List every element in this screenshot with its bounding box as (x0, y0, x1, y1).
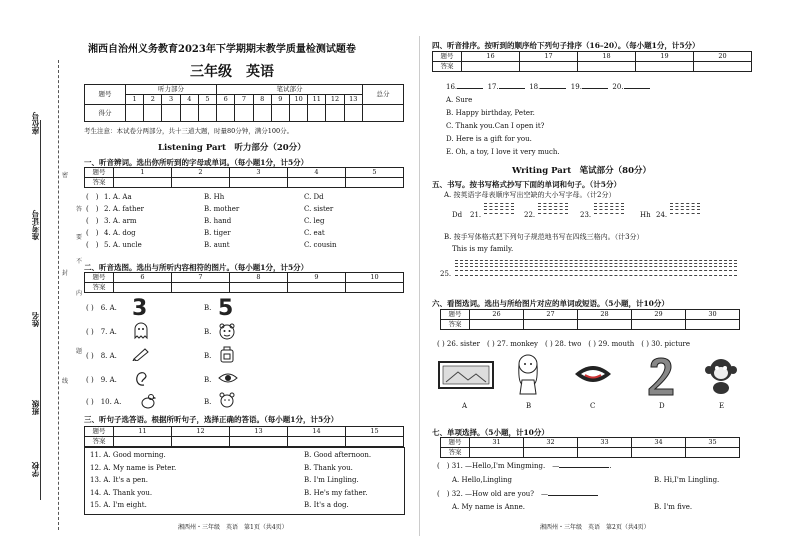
four-lines-23 (594, 203, 624, 216)
score-col: 10 (289, 95, 307, 105)
seal-char: 不 (76, 258, 83, 265)
section-7-title: 七、单项选择。（5小题，计10分） (432, 428, 549, 437)
answer-cell[interactable] (230, 178, 288, 188)
option-a: 12. A. My name is Peter. (90, 463, 177, 472)
score-cell[interactable] (126, 105, 144, 122)
answer-cell[interactable] (578, 62, 636, 72)
answer-table-num: 35 (686, 438, 740, 448)
answer-table-num: 6 (114, 273, 172, 283)
section-2-answer-table (84, 272, 404, 293)
answer-table-head: 题号 (433, 52, 462, 62)
picture-frame-image (438, 360, 494, 390)
answer-table-head: 答案 (85, 178, 114, 188)
answer-table-num: 7 (172, 273, 230, 283)
seal-line (58, 60, 59, 530)
q6-label: ( ) 6. A. (86, 304, 117, 312)
answer-table-num: 4 (288, 168, 346, 178)
answer-paren[interactable]: ( ) (86, 193, 99, 201)
answer-cell[interactable] (346, 283, 404, 293)
writing-header: 笔试部分 (217, 85, 363, 95)
section-5b-instruction: B. 按手写体格式把下列句子规范地书写在四线三格内。（计3分） (444, 233, 644, 241)
section-5a-instruction: A. 按英语字母表顺序写出空缺的大小写字母。（计2分） (444, 191, 616, 199)
score-col: 7 (235, 95, 253, 105)
answer-table-num: 14 (288, 427, 346, 437)
score-cell[interactable] (162, 105, 180, 122)
section-2-title: 二、听音选图。选出与所听内容相符的图片。（每小题1分，计5分） (84, 263, 309, 272)
answer-table-head: 答案 (441, 320, 470, 330)
q25-label: 25. (440, 270, 452, 278)
footer-right: 湘西州・三年级 英语 第2页（共4页） (540, 524, 650, 531)
seat-number-label: 座位号 (31, 112, 40, 135)
option-a: 1. A. Aa (104, 193, 132, 201)
answer-cell[interactable] (114, 283, 172, 293)
monkey-image (704, 354, 738, 394)
pic-label-c: C (590, 402, 596, 410)
score-col: 1 (126, 95, 144, 105)
score-cell[interactable] (289, 105, 307, 122)
answer-table-num: 18 (578, 52, 636, 62)
option-b: B. Hh (204, 193, 225, 201)
score-col: 6 (217, 95, 235, 105)
hen-image (140, 393, 156, 409)
seal-char: 题 (76, 348, 83, 355)
answer-table-num: 1 (114, 168, 172, 178)
score-col: 9 (271, 95, 289, 105)
ear-image (134, 369, 148, 387)
answer-table-num: 27 (524, 310, 578, 320)
option-a: 14. A. Thank you. (90, 488, 153, 497)
answer-cell[interactable] (632, 448, 686, 458)
q32-stem: ( ) 32. —How old are you? — (437, 490, 598, 499)
option-a: 3. A. arm (104, 217, 137, 225)
ghost-image (132, 322, 150, 340)
answer-cell[interactable] (470, 320, 524, 330)
sentence-option: D. Here is a gift for you. (446, 135, 532, 143)
listening-part-title: Listening Part 听力部分（20分） (158, 143, 306, 153)
score-col: 5 (198, 95, 216, 105)
option-b: B. He's my father. (304, 488, 368, 497)
pic-label-a: A (462, 402, 468, 410)
score-col: 11 (308, 95, 326, 105)
q31-option-a: A. Hello,Lingling (452, 476, 513, 484)
answer-table-head: 答案 (441, 448, 470, 458)
score-cell[interactable] (326, 105, 344, 122)
answer-table-num: 10 (346, 273, 404, 283)
q9-b-label: B. (204, 376, 212, 384)
girl-image (514, 352, 542, 396)
number-two-image (645, 355, 677, 397)
four-lines-25[interactable] (455, 260, 737, 278)
score-cell[interactable] (180, 105, 198, 122)
section-4-answer-table (432, 51, 752, 72)
section-4-title: 四、听音排序。按听到的顺序给下列句子排序（16–20）。（每小题1分，计5分） (432, 41, 700, 50)
schoolbag-image (218, 345, 236, 363)
listening-header: 听力部分 (126, 85, 217, 95)
sentence-option: C. Thank you.Can I open it? (446, 122, 545, 130)
answer-paren[interactable]: ( ) (86, 205, 99, 213)
q8-b-label: B. (204, 352, 212, 360)
answer-cell[interactable] (524, 320, 578, 330)
section-6-answer-table (440, 309, 740, 330)
answer-cell[interactable] (470, 448, 524, 458)
answer-table-num: 13 (230, 427, 288, 437)
footer-left: 湘西州・三年级 英语 第1页（共4页） (178, 524, 288, 531)
pic-label-d: D (659, 402, 665, 410)
score-cell[interactable] (217, 105, 235, 122)
score-cell[interactable] (253, 105, 271, 122)
sentence-option: A. Sure (446, 96, 473, 104)
answer-cell[interactable] (288, 178, 346, 188)
answer-table-head: 题号 (85, 427, 114, 437)
score-col: 12 (326, 95, 344, 105)
letter-22: 22. (524, 211, 536, 219)
score-cell[interactable] (144, 105, 162, 122)
option-c: C. eat (304, 229, 325, 237)
q32-option-b: B. I'm five. (654, 503, 693, 511)
digit-5-image: 5 (218, 296, 234, 321)
pencil-image (132, 347, 150, 361)
answer-cell[interactable] (172, 283, 230, 293)
answer-table-head: 答案 (433, 62, 462, 72)
section-1-answer-table (84, 167, 404, 188)
answer-cell[interactable] (346, 437, 404, 447)
answer-cell[interactable] (520, 62, 578, 72)
answer-table-num: 2 (172, 168, 230, 178)
score-col: 8 (253, 95, 271, 105)
q32-option-a: A. My name is Anne. (452, 503, 526, 511)
bear-image (218, 391, 236, 409)
name-label: 姓名 (31, 312, 40, 327)
answer-table-num: 9 (288, 273, 346, 283)
answer-table-num: 3 (230, 168, 288, 178)
option-a: 4. A. dog (104, 229, 136, 237)
option-c: C. Dd (304, 193, 324, 201)
q31-stem: ( ) 31. —Hello,I'm Mingming. — . (437, 462, 612, 470)
exam-subtitle: 三年级 英语 (190, 64, 274, 80)
option-b: B. Good afternoon. (304, 451, 372, 459)
answer-table-num: 16 (462, 52, 520, 62)
answer-cell[interactable] (172, 178, 230, 188)
option-a: 13. A. It's a pen. (90, 476, 148, 484)
answer-cell[interactable] (288, 437, 346, 447)
option-c: C. leg (304, 217, 325, 225)
option-b: B. mother (204, 205, 240, 213)
eye-image (218, 372, 238, 384)
mouth-image (573, 362, 613, 388)
option-a: 15. A. I'm eight. (90, 501, 147, 509)
letter-dd: Dd (452, 211, 463, 219)
answer-table-num: 15 (346, 427, 404, 437)
letter-24: 24. (656, 211, 668, 219)
answer-cell[interactable] (578, 320, 632, 330)
answer-table-num: 32 (524, 438, 578, 448)
answer-cell[interactable] (694, 62, 752, 72)
four-lines-21 (484, 203, 514, 216)
score-col: 2 (144, 95, 162, 105)
answer-table-num: 20 (694, 52, 752, 62)
section-3-title: 三、听句子选答语。根据所听句子，选择正确的答语。（每小题1分，计5分） (84, 415, 339, 424)
letter-hh: Hh (640, 211, 651, 219)
four-lines-24 (670, 203, 700, 216)
score-table-label: 题号 (85, 85, 126, 105)
q7-b-label: B. (204, 328, 212, 336)
exam-number-label: 准考证号 (31, 210, 40, 240)
answer-table-num: 28 (578, 310, 632, 320)
answer-table-head: 题号 (441, 310, 470, 320)
answer-table-num: 11 (114, 427, 172, 437)
seal-char: 密 (62, 172, 69, 179)
page-divider (419, 36, 420, 536)
fill-line (40, 120, 41, 500)
pic-label-b: B (526, 402, 532, 410)
answer-cell[interactable] (172, 437, 230, 447)
option-b: B. It's a dog. (304, 501, 349, 509)
option-a: 2. A. father (104, 205, 144, 213)
seal-char: 线 (62, 378, 69, 385)
answer-table-num: 19 (636, 52, 694, 62)
section-1-title: 一、听音辨词。选出你所听到的字母或单词。（每小题1分，计5分） (84, 158, 309, 167)
option-b: B. aunt (204, 241, 230, 249)
score-col: 4 (180, 95, 198, 105)
answer-cell[interactable] (346, 178, 404, 188)
answer-cell[interactable] (686, 448, 740, 458)
answer-table-num: 17 (520, 52, 578, 62)
answer-table-head: 答案 (85, 437, 114, 447)
digit-3-image: 3 (132, 296, 148, 321)
option-a: 11. A. Good morning. (90, 451, 166, 459)
score-cell[interactable] (308, 105, 326, 122)
answer-table-num: 30 (686, 310, 740, 320)
section-7-answer-table (440, 437, 740, 458)
score-col: 13 (344, 95, 362, 105)
option-a: 5. A. uncle (104, 241, 142, 249)
answer-table-num: 12 (172, 427, 230, 437)
seal-char: 内 (76, 290, 83, 297)
score-col: 3 (162, 95, 180, 105)
score-row-label: 得分 (85, 105, 126, 122)
answer-table-num: 34 (632, 438, 686, 448)
answer-table-num: 29 (632, 310, 686, 320)
answer-cell[interactable] (230, 283, 288, 293)
answer-cell[interactable] (636, 62, 694, 72)
answer-table-head: 题号 (441, 438, 470, 448)
exam-notice: 考生注意：本试卷分两部分，共十三道大题，时量80分钟，满分100分。 (84, 127, 294, 135)
seal-char: 答 (76, 206, 83, 213)
score-cell[interactable] (235, 105, 253, 122)
answer-cell[interactable] (524, 448, 578, 458)
order-blanks: 16. 17. 18. 19. 20. (446, 83, 650, 92)
score-cell[interactable] (363, 105, 404, 122)
answer-table-head: 题号 (85, 273, 114, 283)
answer-table-num: 5 (346, 168, 404, 178)
letter-21: 21. (470, 211, 482, 219)
answer-cell[interactable] (230, 437, 288, 447)
answer-cell[interactable] (114, 437, 172, 447)
letter-23: 23. (580, 211, 592, 219)
school-label: 学校 (31, 462, 40, 477)
seal-char: 要 (76, 234, 83, 241)
answer-cell[interactable] (686, 320, 740, 330)
q6-b-label: B. (204, 304, 212, 312)
answer-table-num: 8 (230, 273, 288, 283)
score-table (84, 84, 404, 122)
sentence-option: B. Happy birthday, Peter. (446, 109, 535, 117)
tiger-face-image (218, 322, 236, 340)
q10-b-label: B. (204, 398, 212, 406)
answer-paren[interactable]: ( ) (86, 241, 99, 249)
answer-paren[interactable]: ( ) (86, 217, 99, 225)
q9-label: ( ) 9. A. (86, 376, 117, 384)
answer-cell[interactable] (462, 62, 520, 72)
pic-label-e: E (719, 402, 725, 410)
seal-char: 封 (62, 270, 69, 277)
score-cell[interactable] (198, 105, 216, 122)
answer-cell[interactable] (114, 178, 172, 188)
exam-title: 湘西自治州义务教育2023年下学期期末教学质量检测试题卷 (88, 44, 356, 55)
copy-sentence: This is my family. (452, 245, 514, 253)
section-3-answer-table (84, 426, 404, 447)
answer-cell[interactable] (578, 448, 632, 458)
option-b: B. I'm Lingling. (304, 476, 359, 484)
class-label: 班级 (31, 400, 40, 415)
total-header: 总分 (363, 85, 404, 105)
option-b: B. tiger (204, 229, 231, 237)
answer-cell[interactable] (632, 320, 686, 330)
answer-cell[interactable] (288, 283, 346, 293)
q8-label: ( ) 8. A. (86, 352, 117, 360)
writing-part-title: Writing Part 笔试部分（80分） (512, 166, 652, 176)
score-cell[interactable] (271, 105, 289, 122)
section-6-title: 六、看图选词。选出与所给图片对应的单词或短语。（5小题，计10分） (432, 299, 669, 308)
option-c: C. sister (304, 205, 334, 213)
four-lines-22 (538, 203, 568, 216)
q31-option-b: B. Hi,I'm Lingling. (654, 476, 720, 484)
sentence-option: E. Oh, a toy, I love it very much. (446, 148, 560, 156)
section-5-title: 五、书写。按书写格式抄写下面的单词和句子。（计5分） (432, 180, 621, 189)
option-b: B. hand (204, 217, 232, 225)
q7-label: ( ) 7. A. (86, 328, 117, 336)
score-cell[interactable] (344, 105, 362, 122)
answer-table-num: 33 (578, 438, 632, 448)
answer-table-num: 31 (470, 438, 524, 448)
answer-table-num: 26 (470, 310, 524, 320)
q10-label: ( ) 10. A. (86, 398, 122, 406)
answer-paren[interactable]: ( ) (86, 229, 99, 237)
option-c: C. cousin (304, 241, 337, 249)
option-b: B. Thank you. (304, 463, 353, 472)
answer-table-head: 题号 (85, 168, 114, 178)
section-6-word-row: ( ) 26. sister ( ) 27. monkey ( ) 28. two ( ) 29. mouth ( ) 30. picture (437, 340, 691, 348)
answer-table-head: 答案 (85, 283, 114, 293)
